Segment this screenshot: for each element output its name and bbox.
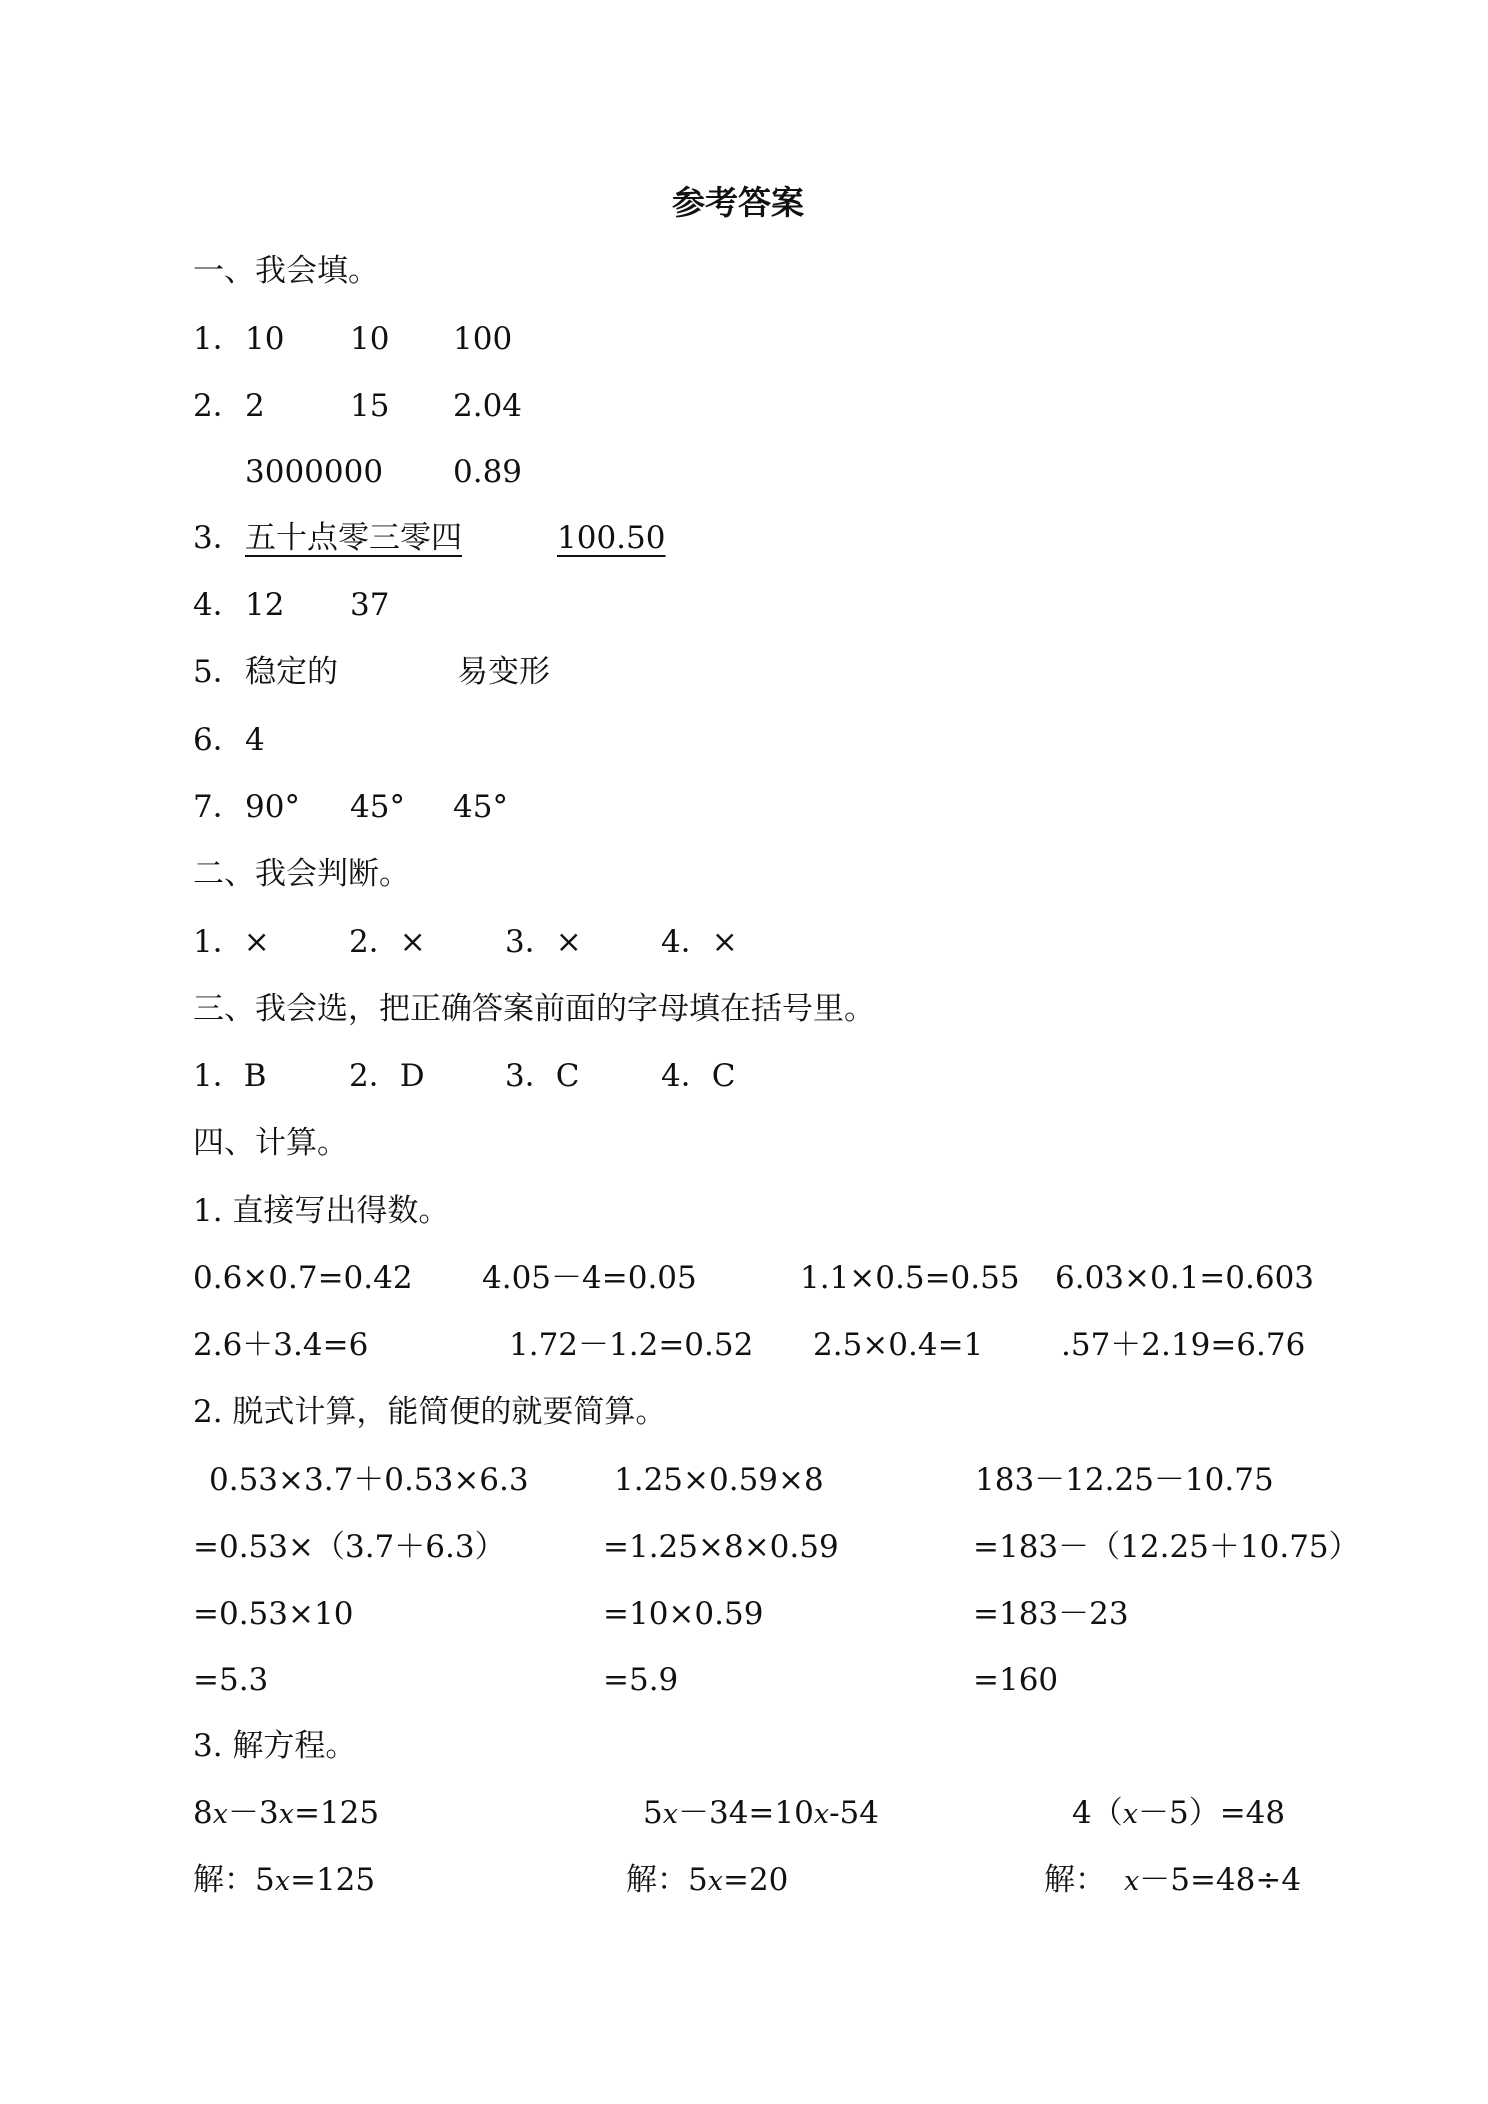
subsection-heading: 1. 直接写出得数。 [193, 1193, 450, 1229]
answer: 10 [245, 321, 285, 357]
calc-answer: 2.5×0.4=1 [813, 1327, 984, 1363]
s3-answers [0, 1051, 1488, 1101]
variable-x: x [212, 1799, 228, 1830]
s1-q5 [0, 647, 1488, 697]
s1-q7 [0, 782, 1488, 832]
answer: 100 [453, 321, 513, 357]
answer: 0.89 [453, 454, 523, 490]
answer: 45° [350, 789, 405, 825]
q-number: 4． [193, 587, 244, 623]
section-2-heading-line [0, 849, 1488, 899]
equation [643, 1788, 879, 1840]
q-number: 3． [193, 520, 244, 556]
solution-term: =20 [722, 1862, 789, 1898]
s4-p2-row2 [0, 1522, 1488, 1572]
answer-underlined: 五十点零三零四 [245, 520, 462, 556]
equation-term: 5 [643, 1795, 663, 1831]
calc-step: =183－23 [973, 1596, 1129, 1632]
solution-step [626, 1855, 788, 1907]
answer: 1．× [193, 924, 270, 960]
answer: 稳定的 [245, 654, 338, 690]
calc-step: 0.53×3.7＋0.53×6.3 [209, 1462, 529, 1498]
section-4-heading-line [0, 1118, 1488, 1168]
subsection-heading: 3. 解方程。 [193, 1728, 357, 1764]
answer: 4．C [661, 1058, 736, 1094]
answer: 2．× [349, 924, 426, 960]
q-number: 6． [193, 722, 244, 758]
s4-p2-heading-line [0, 1387, 1488, 1437]
s1-q6 [0, 715, 1488, 765]
answer-underlined: 100.50 [557, 520, 666, 556]
answer: 12 [245, 587, 285, 623]
q-number: 5． [193, 654, 244, 690]
answer: 2．D [349, 1058, 425, 1094]
variable-x: x [1124, 1866, 1140, 1897]
calc-step: 183－12.25－10.75 [975, 1462, 1274, 1498]
calc-answer: 4.05－4=0.05 [482, 1260, 697, 1296]
s1-q1 [0, 314, 1488, 364]
calc-step: =0.53×（3.7＋6.3） [193, 1529, 506, 1565]
variable-x: x [278, 1799, 294, 1830]
calc-step: =5.9 [603, 1662, 679, 1698]
s4-p2-row4 [0, 1655, 1488, 1705]
answer: 15 [350, 388, 390, 424]
s4-p3-heading-line [0, 1721, 1488, 1771]
calc-answer: .57＋2.19=6.76 [1061, 1327, 1306, 1363]
equation-term: －5）=48 [1137, 1795, 1286, 1831]
calc-step: =0.53×10 [193, 1596, 354, 1632]
section-1-heading-line [0, 246, 1488, 296]
equation-term: －3 [227, 1795, 279, 1831]
calc-answer: 0.6×0.7=0.42 [193, 1260, 413, 1296]
calc-answer: 1.72－1.2=0.52 [509, 1327, 754, 1363]
equation [193, 1788, 379, 1840]
s4-p2-row1 [0, 1455, 1488, 1505]
calc-step: =5.3 [193, 1662, 269, 1698]
title-line [0, 178, 1488, 228]
section-2-heading: 二、我会判断。 [193, 856, 410, 892]
answer: 45° [453, 789, 508, 825]
s4-p1-row2 [0, 1320, 1488, 1370]
equation-term: =125 [293, 1795, 380, 1831]
s2-answers [0, 917, 1488, 967]
variable-x: x [1122, 1799, 1138, 1830]
q-number: 7． [193, 789, 244, 825]
equation-term: 8 [193, 1795, 213, 1831]
answer: 3000000 [245, 454, 384, 490]
solution-term: 解：5 [193, 1862, 275, 1898]
answer: 2.04 [453, 388, 523, 424]
solution-term: 解：5 [626, 1862, 708, 1898]
calc-answer: 2.6＋3.4=6 [193, 1327, 369, 1363]
answer: 3．C [505, 1058, 580, 1094]
solution-step [1044, 1855, 1301, 1907]
section-1-heading: 一、我会填。 [193, 253, 379, 289]
s1-q2-cont [0, 447, 1488, 497]
calc-step: =183－（12.25＋10.75） [973, 1529, 1360, 1565]
answer: 3．× [505, 924, 582, 960]
calc-step: 1.25×0.59×8 [614, 1462, 824, 1498]
equation [1072, 1788, 1285, 1840]
solution-term: 解： [1044, 1862, 1106, 1898]
solution-step [193, 1855, 375, 1907]
solution-term: =125 [289, 1862, 376, 1898]
calc-answer: 1.1×0.5=0.55 [800, 1260, 1020, 1296]
equation-term: -54 [829, 1795, 879, 1831]
answer: 易变形 [457, 654, 550, 690]
s1-q3 [0, 513, 1488, 563]
variable-x: x [707, 1866, 723, 1897]
q-number: 1． [193, 321, 244, 357]
answer: 4 [245, 722, 265, 758]
section-3-heading: 三、我会选，把正确答案前面的字母填在括号里。 [193, 991, 875, 1027]
solution-term: －5=48÷4 [1139, 1862, 1302, 1898]
answer: 90° [245, 789, 300, 825]
s4-p1-row1 [0, 1253, 1488, 1303]
variable-x: x [813, 1799, 830, 1830]
calc-step: =160 [973, 1662, 1059, 1698]
answer: 10 [350, 321, 390, 357]
page-title: 参考答案 [672, 183, 804, 222]
s4-p3-solutions [0, 1855, 1488, 1905]
s4-p1-heading-line [0, 1186, 1488, 1236]
answer: 4．× [661, 924, 738, 960]
answer: 2 [245, 388, 265, 424]
subsection-heading: 2. 脱式计算，能简便的就要简算。 [193, 1394, 667, 1430]
s1-q2 [0, 381, 1488, 431]
equation-term: 4（ [1072, 1795, 1123, 1831]
variable-x: x [274, 1866, 290, 1897]
calc-step: =1.25×8×0.59 [603, 1529, 839, 1565]
answer: 37 [350, 587, 390, 623]
s1-q4 [0, 580, 1488, 630]
section-4-heading: 四、计算。 [193, 1125, 348, 1161]
s4-p2-row3 [0, 1589, 1488, 1639]
section-3-heading-line [0, 984, 1488, 1034]
s4-p3-equations [0, 1788, 1488, 1838]
variable-x: x [662, 1799, 678, 1830]
answer: 1．B [193, 1058, 267, 1094]
equation-term: －34=10 [677, 1795, 814, 1831]
q-number: 2． [193, 388, 244, 424]
calc-answer: 6.03×0.1=0.603 [1055, 1260, 1315, 1296]
calc-step: =10×0.59 [603, 1596, 764, 1632]
